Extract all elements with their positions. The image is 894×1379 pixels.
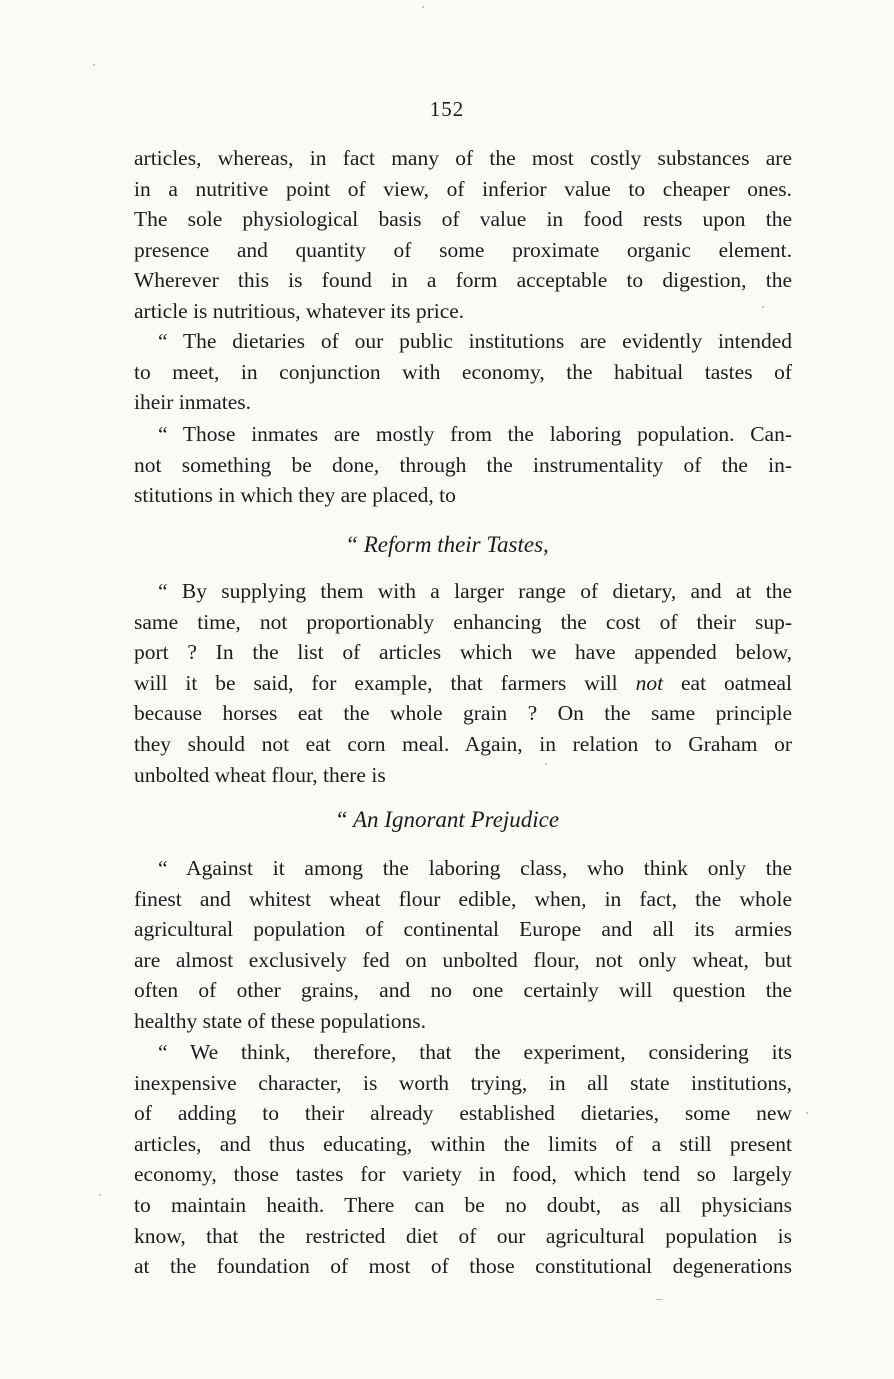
text-line: The sole physiological basis of value in food rests upon the [134,207,792,232]
text-line: “ The dietaries of our public institutions are evidently intended [158,329,792,353]
emphasis-not: not [635,670,664,695]
paper-speck [806,1112,808,1114]
text-line: are almost exclusively fed on unbolted flour, not only wheat, but [134,947,792,972]
text-line: they should not eat corn meal. Again, in relation to Graham or [134,731,792,756]
paragraph-2 [134,326,792,418]
line-end: eat oatmeal [663,670,793,695]
text-line: article is nutritious, whatever its price. [134,298,465,323]
line-start: will it be said, for example, that farmers will [134,670,636,695]
text-line: know, that the restricted diet of our agricultural population is [134,1223,792,1248]
text-line: “ We think, therefore, that the experiment, considering its [158,1040,792,1064]
paper-speck [99,1194,101,1196]
text-line: often of other grains, and no one certainly will question the [134,978,792,1003]
text-line: Wherever this is found in a form acceptable to digestion, the [134,268,792,293]
text-line: articles, whereas, in fact many of the most costly substances are [134,146,792,170]
paragraph-1 [134,143,792,327]
text-line: finest and whitest wheat flour edible, when, in fact, the whole [134,886,792,911]
text-line: of adding to their already established dietaries, some new [134,1101,792,1126]
text-line: “ Against it among the laboring class, who think only the [158,856,792,880]
text-line-with-emphasis [134,668,792,699]
text-line: not something be done, through the instrumentality of the in- [134,452,792,477]
paragraph-6 [134,1037,792,1282]
paragraph-4 [134,576,792,790]
paragraph-5 [134,853,792,1037]
section-heading-reform: “ Reform their Tastes, [345,532,549,557]
text-line: at the foundation of most of those constitutional degenerations [134,1254,792,1279]
paper-speck [655,1299,663,1300]
text-line: unbolted wheat flour, there is [134,762,386,787]
text-line: in a nutritive point of view, of inferior value to cheaper ones. [134,176,792,201]
paragraph-3 [134,419,792,511]
paper-speck [93,64,95,66]
text-line: port ? In the list of articles which we have appended below, [134,640,792,665]
text-line: “ Those inmates are mostly from the laboring population. Can- [158,422,792,446]
text-line: agricultural population of continental Europe and all its armies [134,917,792,942]
paper-speck [422,6,424,8]
section-heading-prejudice: “ An Ignorant Prejudice [334,807,560,832]
text-line: presence and quantity of some proximate organic element. [134,237,792,262]
text-line: stitutions in which they are placed, to [134,483,456,508]
text-line: to maintain heaith. There can be no doubt, as all physicians [134,1192,792,1217]
text-line: articles, and thus educating, within the limits of a still present [134,1131,792,1156]
text-line: iheir inmates. [134,390,252,415]
text-line: inexpensive character, is worth trying, in all state institutions, [134,1070,792,1095]
text-line: because horses eat the whole grain ? On the same principle [134,701,792,726]
text-line: healthy state of these populations. [134,1008,426,1033]
text-line: economy, those tastes for variety in food, which tend so largely [134,1162,792,1187]
page-number: 152 [429,97,465,121]
paper-speck [545,763,547,765]
text-line: to meet, in conjunction with economy, the habitual tastes of [134,359,792,384]
paper-speck [762,306,764,308]
text-line: same time, not proportionably enhancing the cost of their sup- [134,609,792,634]
text-line: “ By supplying them with a larger range of dietary, and at the [158,579,792,603]
